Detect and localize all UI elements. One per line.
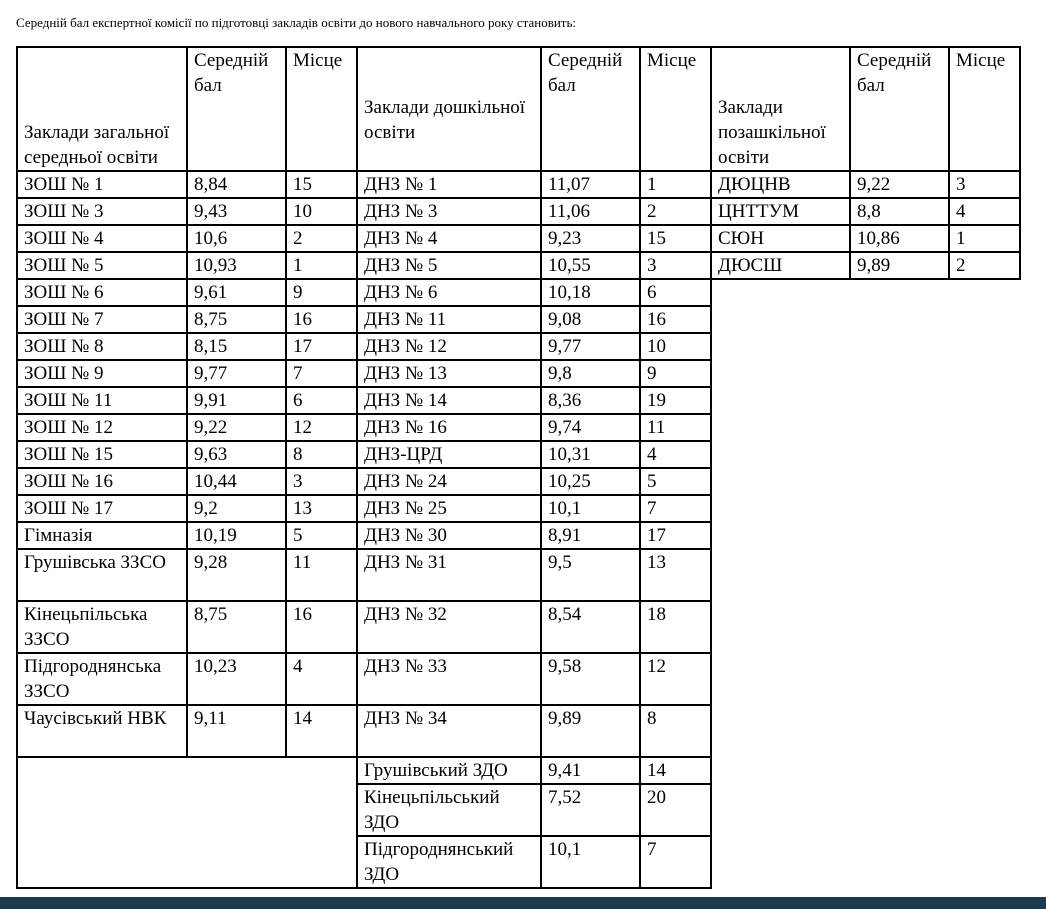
school-name-cell: ЗОШ № 9 — [17, 360, 187, 387]
school-score-cell: 9,2 — [187, 495, 286, 522]
preschool-column-header: Заклади дошкільної освіти — [357, 47, 541, 171]
extracurricular-column-header: Заклади позашкільної освіти — [711, 47, 850, 171]
extracurricular-place-header: Місце — [949, 47, 1020, 171]
school-score-cell: 10,44 — [187, 468, 286, 495]
school-name-cell: ЗОШ № 3 — [17, 198, 187, 225]
school-place-cell: 11 — [286, 549, 357, 601]
school-column-header: Заклади загальної середньої освіти — [17, 47, 187, 171]
school-name-cell: Гімназія — [17, 522, 187, 549]
preschool-score-cell: 8,91 — [541, 522, 640, 549]
school-name-cell: ЗОШ № 16 — [17, 468, 187, 495]
preschool-score-cell: 9,74 — [541, 414, 640, 441]
school-name-cell: ЗОШ № 6 — [17, 279, 187, 306]
school-score-cell: 9,91 — [187, 387, 286, 414]
school-score-cell: 9,43 — [187, 198, 286, 225]
school-score-cell: 9,77 — [187, 360, 286, 387]
school-place-cell: 1 — [286, 252, 357, 279]
preschool-score-cell: 7,52 — [541, 784, 640, 836]
school-name-cell: ЗОШ № 12 — [17, 414, 187, 441]
school-place-cell: 9 — [286, 279, 357, 306]
extracurricular-score-cell: 9,22 — [850, 171, 949, 198]
preschool-place-cell: 15 — [640, 225, 711, 252]
school-name-cell: ЗОШ № 5 — [17, 252, 187, 279]
extracurricular-place-cell: 1 — [949, 225, 1020, 252]
school-place-cell: 12 — [286, 414, 357, 441]
preschool-place-cell: 17 — [640, 522, 711, 549]
preschool-score-cell: 10,18 — [541, 279, 640, 306]
preschool-name-cell: ДНЗ № 5 — [357, 252, 541, 279]
preschool-place-cell: 9 — [640, 360, 711, 387]
preschool-name-cell: ДНЗ № 34 — [357, 705, 541, 757]
footer-bar — [0, 897, 1046, 909]
preschool-score-cell: 11,07 — [541, 171, 640, 198]
table-row — [17, 252, 1020, 279]
table-row — [17, 198, 1020, 225]
preschool-name-cell: Підгороднянський ЗДО — [357, 836, 541, 888]
preschool-place-cell: 10 — [640, 333, 711, 360]
preschool-name-cell: ДНЗ № 14 — [357, 387, 541, 414]
school-name-cell: Кінецьпільська ЗЗСО — [17, 601, 187, 653]
school-place-cell: 15 — [286, 171, 357, 198]
preschool-place-cell: 18 — [640, 601, 711, 653]
school-place-header: Місце — [286, 47, 357, 171]
preschool-score-cell: 9,58 — [541, 653, 640, 705]
school-name-cell: ЗОШ № 15 — [17, 441, 187, 468]
preschool-place-cell: 1 — [640, 171, 711, 198]
school-place-cell: 5 — [286, 522, 357, 549]
school-place-cell: 17 — [286, 333, 357, 360]
preschool-place-cell: 19 — [640, 387, 711, 414]
preschool-name-cell: ДНЗ № 25 — [357, 495, 541, 522]
preschool-name-cell: ДНЗ № 33 — [357, 653, 541, 705]
preschool-name-cell: ДНЗ № 16 — [357, 414, 541, 441]
preschool-score-cell: 8,36 — [541, 387, 640, 414]
school-score-cell: 8,15 — [187, 333, 286, 360]
preschool-place-cell: 13 — [640, 549, 711, 601]
table-row — [17, 279, 1020, 306]
preschool-name-cell: ДНЗ № 12 — [357, 333, 541, 360]
preschool-place-cell: 3 — [640, 252, 711, 279]
school-name-cell: ЗОШ № 7 — [17, 306, 187, 333]
school-score-cell: 8,84 — [187, 171, 286, 198]
school-name-cell: ЗОШ № 17 — [17, 495, 187, 522]
school-score-cell: 8,75 — [187, 601, 286, 653]
school-name-cell: ЗОШ № 1 — [17, 171, 187, 198]
school-place-cell: 16 — [286, 306, 357, 333]
preschool-place-cell: 5 — [640, 468, 711, 495]
header-row — [17, 47, 1020, 171]
school-place-cell: 6 — [286, 387, 357, 414]
preschool-place-cell: 20 — [640, 784, 711, 836]
preschool-score-cell: 10,25 — [541, 468, 640, 495]
table-row — [17, 171, 1020, 198]
school-score-cell: 9,61 — [187, 279, 286, 306]
school-place-cell: 16 — [286, 601, 357, 653]
preschool-name-cell: Грушівський ЗДО — [357, 757, 541, 784]
preschool-place-cell: 7 — [640, 495, 711, 522]
preschool-score-cell: 9,23 — [541, 225, 640, 252]
school-place-cell: 4 — [286, 653, 357, 705]
extracurricular-name-cell: СЮН — [711, 225, 850, 252]
school-name-cell: ЗОШ № 11 — [17, 387, 187, 414]
preschool-place-header: Місце — [640, 47, 711, 171]
school-name-cell: ЗОШ № 8 — [17, 333, 187, 360]
preschool-score-cell: 9,77 — [541, 333, 640, 360]
preschool-name-cell: ДНЗ № 3 — [357, 198, 541, 225]
extracurricular-score-header: Середній бал — [850, 47, 949, 171]
extracurricular-score-cell: 10,86 — [850, 225, 949, 252]
ratings-table — [16, 46, 1021, 889]
extracurricular-name-cell: ЦНТТУМ — [711, 198, 850, 225]
extracurricular-name-cell: ДЮСШ — [711, 252, 850, 279]
preschool-place-cell: 2 — [640, 198, 711, 225]
preschool-score-cell: 11,06 — [541, 198, 640, 225]
preschool-score-cell: 10,1 — [541, 495, 640, 522]
preschool-place-cell: 8 — [640, 705, 711, 757]
preschool-place-cell: 4 — [640, 441, 711, 468]
preschool-name-cell: ДНЗ № 6 — [357, 279, 541, 306]
school-score-cell: 10,23 — [187, 653, 286, 705]
page-caption: Середній бал експертної комісії по підготовці закладів освіти до нового навчального року становить: — [16, 15, 577, 30]
preschool-name-cell: ДНЗ № 13 — [357, 360, 541, 387]
preschool-name-cell: ДНЗ № 32 — [357, 601, 541, 653]
preschool-place-cell: 16 — [640, 306, 711, 333]
school-score-cell: 9,22 — [187, 414, 286, 441]
school-score-cell: 10,6 — [187, 225, 286, 252]
preschool-place-cell: 7 — [640, 836, 711, 888]
school-place-cell: 8 — [286, 441, 357, 468]
school-place-cell: 10 — [286, 198, 357, 225]
preschool-place-cell: 14 — [640, 757, 711, 784]
preschool-name-cell: ДНЗ № 11 — [357, 306, 541, 333]
school-name-cell: Підгороднянська ЗЗСО — [17, 653, 187, 705]
school-name-cell: Грушівська ЗЗСО — [17, 549, 187, 601]
school-score-cell: 9,11 — [187, 705, 286, 757]
preschool-score-cell: 8,54 — [541, 601, 640, 653]
extracurricular-place-cell: 3 — [949, 171, 1020, 198]
school-score-cell: 9,63 — [187, 441, 286, 468]
preschool-name-cell: ДНЗ № 4 — [357, 225, 541, 252]
school-place-cell: 13 — [286, 495, 357, 522]
preschool-score-header: Середній бал — [541, 47, 640, 171]
preschool-place-cell: 12 — [640, 653, 711, 705]
school-place-cell: 14 — [286, 705, 357, 757]
school-place-cell: 7 — [286, 360, 357, 387]
preschool-score-cell: 9,89 — [541, 705, 640, 757]
school-place-cell: 3 — [286, 468, 357, 495]
extracurricular-score-cell: 9,89 — [850, 252, 949, 279]
extracurricular-name-cell: ДЮЦНВ — [711, 171, 850, 198]
preschool-name-cell: ДНЗ-ЦРД — [357, 441, 541, 468]
preschool-name-cell: ДНЗ № 30 — [357, 522, 541, 549]
preschool-score-cell: 9,08 — [541, 306, 640, 333]
school-place-cell: 2 — [286, 225, 357, 252]
preschool-name-cell: Кінецьпільський ЗДО — [357, 784, 541, 836]
school-score-cell: 8,75 — [187, 306, 286, 333]
preschool-place-cell: 6 — [640, 279, 711, 306]
ratings-table-body — [17, 47, 1020, 888]
preschool-name-cell: ДНЗ № 1 — [357, 171, 541, 198]
table-row — [17, 225, 1020, 252]
school-score-cell: 10,19 — [187, 522, 286, 549]
extracurricular-place-cell: 2 — [949, 252, 1020, 279]
preschool-score-cell: 9,8 — [541, 360, 640, 387]
preschool-place-cell: 11 — [640, 414, 711, 441]
preschool-score-cell: 9,5 — [541, 549, 640, 601]
extracurricular-place-cell: 4 — [949, 198, 1020, 225]
school-name-cell: Чаусівський НВК — [17, 705, 187, 757]
extracurricular-score-cell: 8,8 — [850, 198, 949, 225]
preschool-score-cell: 10,55 — [541, 252, 640, 279]
preschool-name-cell: ДНЗ № 31 — [357, 549, 541, 601]
school-score-cell: 10,93 — [187, 252, 286, 279]
blank-area — [711, 279, 1020, 888]
empty-school-cell — [17, 757, 357, 888]
school-name-cell: ЗОШ № 4 — [17, 225, 187, 252]
preschool-name-cell: ДНЗ № 24 — [357, 468, 541, 495]
preschool-score-cell: 10,31 — [541, 441, 640, 468]
preschool-score-cell: 10,1 — [541, 836, 640, 888]
school-score-header: Середній бал — [187, 47, 286, 171]
school-score-cell: 9,28 — [187, 549, 286, 601]
preschool-score-cell: 9,41 — [541, 757, 640, 784]
